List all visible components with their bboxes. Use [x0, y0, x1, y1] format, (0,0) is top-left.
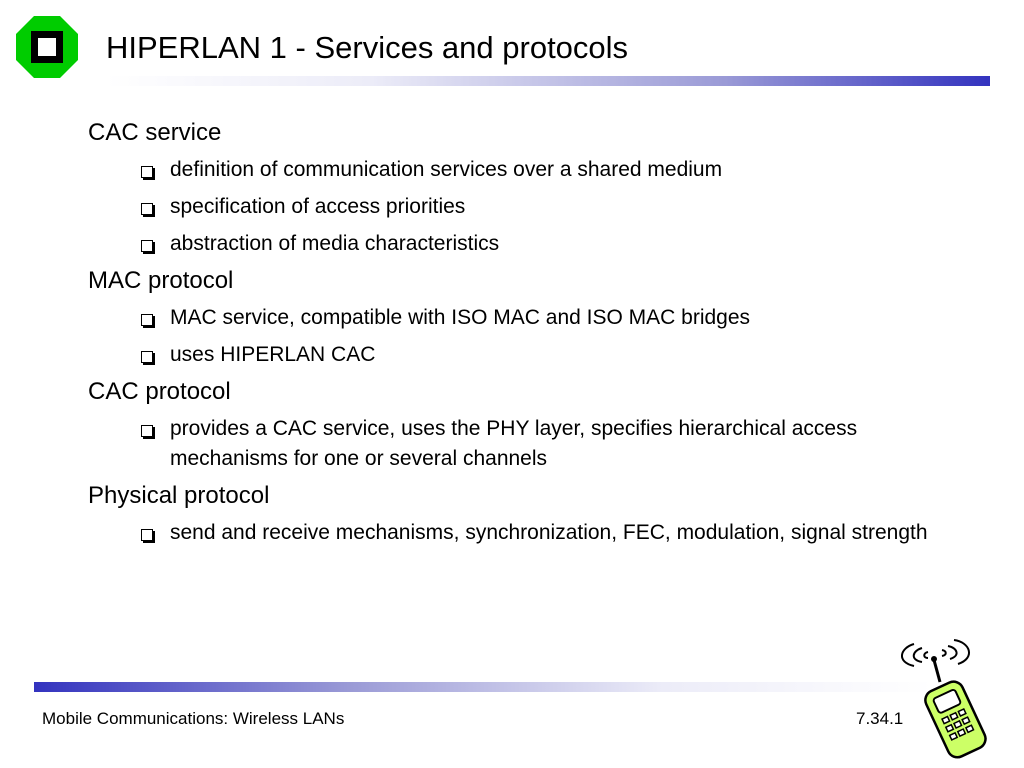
- list-item: abstraction of media characteristics: [88, 229, 938, 259]
- list-item: MAC service, compatible with ISO MAC and ISO MAC bridges: [88, 303, 938, 333]
- checkbox-bullet-icon: [141, 425, 153, 437]
- university-logo-icon: [16, 16, 78, 78]
- checkbox-bullet-icon: [141, 351, 153, 363]
- checkbox-bullet-icon: [141, 203, 153, 215]
- mobile-phone-clipart-icon: [884, 630, 1004, 760]
- section-cac-service: [88, 118, 938, 259]
- footer-course-title: Mobile Communications: Wireless LANs: [42, 709, 345, 728]
- section-cac-protocol: [88, 377, 938, 474]
- checkbox-bullet-icon: [141, 240, 153, 252]
- bullet-list: [88, 414, 938, 474]
- slide-number: 7.34.1: [856, 709, 904, 728]
- section-heading: CAC service: [88, 119, 222, 146]
- checkbox-bullet-icon: [141, 166, 153, 178]
- slide-title: HIPERLAN 1 - Services and protocols: [106, 30, 629, 65]
- section-heading: CAC protocol: [88, 378, 231, 405]
- footer-divider: [34, 682, 932, 692]
- section-physical-protocol: [88, 481, 938, 548]
- slide-content: [88, 118, 938, 555]
- section-heading: Physical protocol: [88, 482, 270, 509]
- bullet-list: [88, 518, 938, 548]
- list-item: specification of access priorities: [88, 192, 938, 222]
- list-item: definition of communication services over a shared medium: [88, 155, 938, 185]
- bullet-list: [88, 155, 938, 259]
- list-item: provides a CAC service, uses the PHY layer, specifies hierarchical access mechanisms for one or several channels: [88, 414, 938, 474]
- list-item: uses HIPERLAN CAC: [88, 340, 938, 370]
- checkbox-bullet-icon: [141, 314, 153, 326]
- section-mac-protocol: [88, 266, 938, 370]
- list-item: send and receive mechanisms, synchronization, FEC, modulation, signal strength: [88, 518, 938, 548]
- checkbox-bullet-icon: [141, 529, 153, 541]
- title-divider: [106, 76, 990, 86]
- bullet-list: [88, 303, 938, 370]
- section-heading: MAC protocol: [88, 267, 234, 294]
